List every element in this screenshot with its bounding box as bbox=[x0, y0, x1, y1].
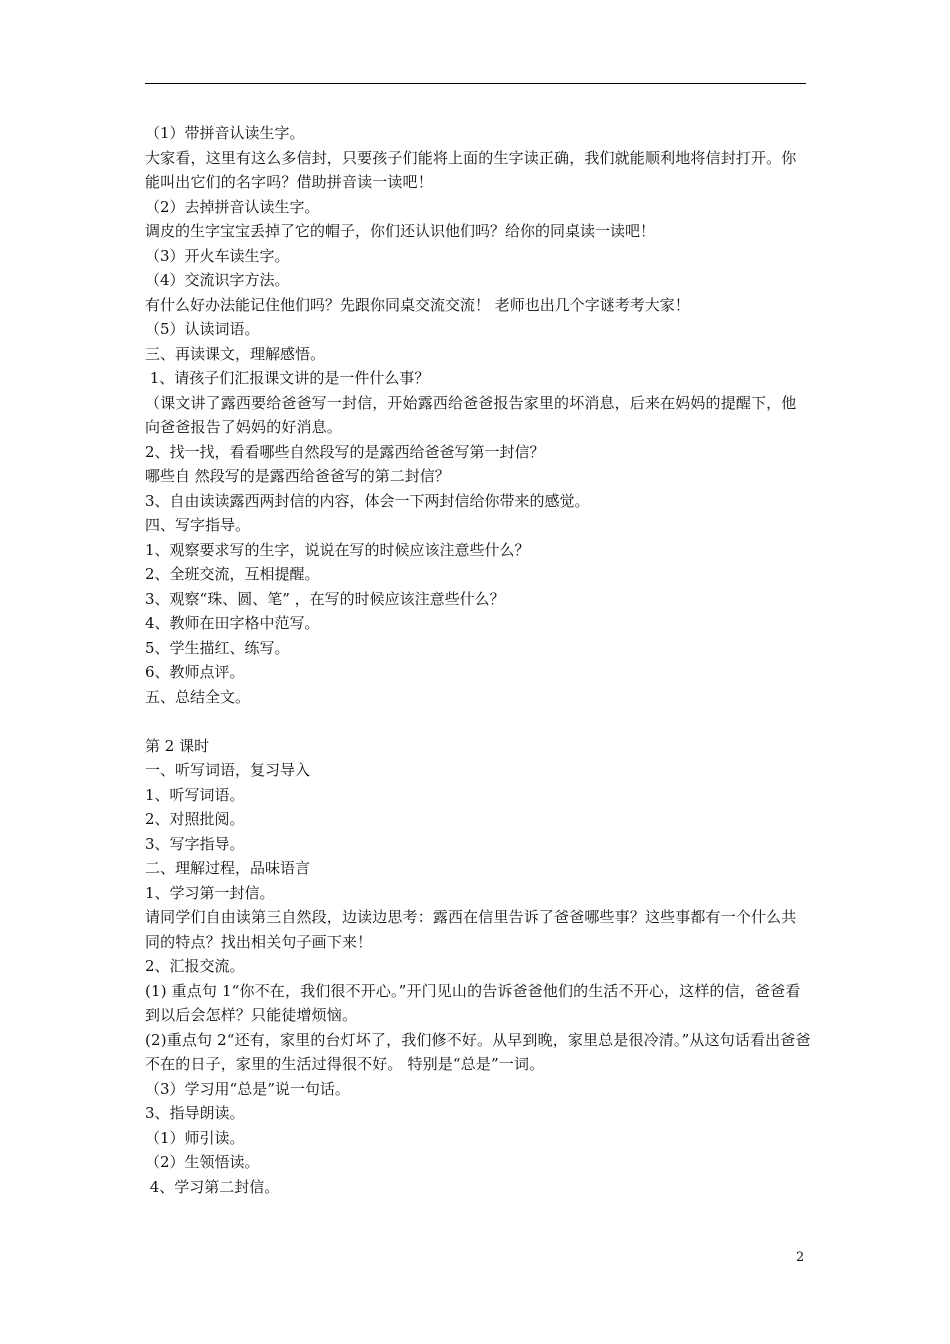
text-line: 5、学生描红、练写。 bbox=[145, 638, 290, 657]
text-line: 3、指导朗读。 bbox=[145, 1104, 245, 1122]
text-line: 2、找一找，看看哪些自然段写的是露西给爸爸写第一封信？ bbox=[145, 442, 545, 461]
text-line: （2）生领悟读。 bbox=[145, 1153, 260, 1171]
text-line: （1）师引读。 bbox=[145, 1128, 245, 1147]
section-heading: 一、听写词语，复习导入 bbox=[145, 761, 311, 779]
section-heading: 三、再读课文，理解感悟。 bbox=[145, 344, 326, 363]
text-line: 3、写字指导。 bbox=[145, 834, 245, 853]
page-number: 2 bbox=[796, 1250, 805, 1265]
text-paragraph: 请同学们自由读第三自然段，边读边思考：露西在信里告诉了爸爸哪些事？这些事都有一个什么共同的特点？找出相关句子画下来！ bbox=[145, 908, 797, 951]
text-line: （2）去掉拼音认读生字。 bbox=[145, 197, 320, 216]
text-paragraph: 大家看，这里有这么多信封，只要孩子们能将上面的生字读正确，我们就能顺利地将信封打开。你能叫出它们的名字吗？借助拼音读一读吧！ bbox=[145, 148, 797, 191]
text-line: （3）学习用“总是”说一句话。 bbox=[145, 1079, 350, 1098]
text-line: 4、教师在田字格中范写。 bbox=[145, 614, 320, 632]
text-line: 4、学习第二封信。 bbox=[145, 1177, 280, 1196]
text-line: 2、全班交流，互相提醒。 bbox=[145, 565, 320, 583]
text-line: 有什么好办法能记住他们吗？先跟你同桌交流交流！ 老师也出几个字谜考考大家！ bbox=[145, 295, 690, 314]
section-heading: 四、写字指导。 bbox=[145, 516, 251, 534]
text-paragraph: (2)重点句 2“还有，家里的台灯坏了，我们修不好。从早到晚，家里总是很冷清。”从这句话看出爸爸不在的日子，家里的生活过得很不好。 特别是“总是”一词。 bbox=[145, 1030, 811, 1073]
text-line: 1、观察要求写的生字，说说在写的时候应该注意些什么？ bbox=[145, 540, 530, 559]
text-line: 调皮的生字宝宝丢掉了它的帽子，你们还认识他们吗？给你的同桌读一读吧！ bbox=[145, 222, 656, 240]
text-line: （4）交流识字方法。 bbox=[145, 271, 290, 289]
document-body bbox=[145, 121, 811, 1199]
text-line: 3、自由读读露西两封信的内容，体会一下两封信给你带来的感觉。 bbox=[145, 491, 590, 510]
text-line: 2、对照批阅。 bbox=[145, 810, 245, 828]
text-line: （5）认读词语。 bbox=[145, 320, 260, 338]
text-line: （3）开火车读生字。 bbox=[145, 246, 290, 265]
blank-line bbox=[145, 709, 811, 734]
text-line: 1、请孩子们汇报课文讲的是一件什么事？ bbox=[145, 369, 430, 387]
text-line: 哪些自 然段写的是露西给爸爸写的第二封信？ bbox=[145, 467, 450, 485]
section-heading: 二、理解过程，品味语言 bbox=[145, 859, 311, 877]
section-heading: 五、总结全文。 bbox=[145, 687, 251, 706]
header-rule bbox=[145, 83, 806, 84]
text-line: 2、汇报交流。 bbox=[145, 957, 245, 975]
lesson-heading: 第 2 课时 bbox=[145, 736, 210, 755]
text-line: 6、教师点评。 bbox=[145, 663, 245, 681]
text-paragraph: (1) 重点句 1“你不在，我们很不开心。”开门见山的告诉爸爸他们的生活不开心，这样的信，爸爸看到以后会怎样？只能徒增烦恼。 bbox=[145, 981, 801, 1024]
text-line: 1、听写词语。 bbox=[145, 785, 245, 804]
text-line: （1）带拼音认读生字。 bbox=[145, 124, 305, 142]
text-line: 3、观察“珠、圆、笔” ，在写的时候应该注意些什么？ bbox=[145, 589, 505, 608]
text-paragraph: （课文讲了露西要给爸爸写一封信，开始露西给爸爸报告家里的坏消息，后来在妈妈的提醒下，他向爸爸报告了妈妈的好消息。 bbox=[145, 393, 797, 436]
text-line: 1、学习第一封信。 bbox=[145, 883, 275, 902]
